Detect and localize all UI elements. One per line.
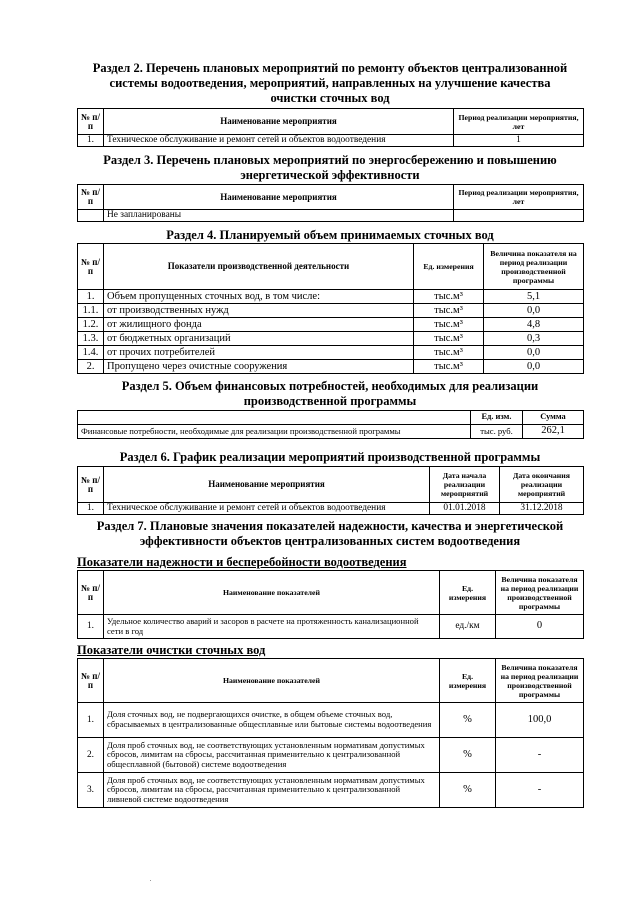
treatment-table [77, 658, 584, 808]
row-num [78, 210, 104, 222]
table-row [78, 360, 584, 374]
row-unit: тыс.м³ [414, 332, 484, 346]
row-indicator: Объем пропущенных сточных вод, в том числе: [104, 290, 414, 304]
table-row [78, 425, 584, 439]
col-period-header: Период реализации мероприятия, лет [454, 185, 584, 210]
col-num-header: № п/п [78, 571, 104, 615]
row-unit: % [440, 773, 496, 808]
col-indicator-header: Показатели производственной деятельности [104, 244, 414, 290]
section3-table [77, 184, 584, 222]
row-indicator: Пропущено через очистные сооружения [104, 360, 414, 374]
col-start-header: Дата начала реализации мероприятий [430, 467, 500, 503]
col-sum-header: Сумма [523, 411, 584, 425]
section6-table [77, 466, 584, 515]
row-indicator: от производственных нужд [104, 304, 414, 318]
row-unit: % [440, 703, 496, 738]
row-value: 0,0 [484, 360, 584, 374]
col-num-header: № п/п [78, 109, 104, 135]
table-row [78, 615, 584, 639]
row-num: 3. [78, 773, 104, 808]
section7-title-line1: Раздел 7. Плановые значения показателей надежности, качества и энергетической [96, 519, 564, 533]
section5-title [60, 379, 600, 409]
row-value: 0 [496, 615, 584, 639]
col-name-header: Наименование мероприятия [104, 467, 430, 503]
row-value: 0,3 [484, 332, 584, 346]
table-row [78, 503, 584, 515]
row-name: Доля проб сточных вод, не соответствующих установленным нормативам допустимых сбросов, лимитам на сбросы, рассчитанная применительно к централизованной ливневой системе водоотведения [104, 773, 440, 808]
row-num: 1.1. [78, 304, 104, 318]
row-period [454, 210, 584, 222]
col-end-header: Дата окончания реализации мероприятий [500, 467, 584, 503]
col-name-header: Наименование мероприятия [104, 109, 454, 135]
col-value-header: Величина показателя на период реализации производственной программы [496, 571, 584, 615]
table-row [78, 332, 584, 346]
header-spacer [78, 411, 471, 425]
col-name-header: Наименование показателей [104, 571, 440, 615]
section2-title [60, 61, 600, 106]
section2-title-line3: очистки сточных вод [270, 91, 390, 105]
section2-title-line1: Раздел 2. Перечень плановых мероприятий по ремонту объектов централизованной [92, 61, 568, 75]
table-row [78, 346, 584, 360]
section7-title-line2: эффективности объектов централизованных систем водоотведения [139, 534, 521, 548]
row-unit: ед./км [440, 615, 496, 639]
row-name: Техническое обслуживание и ремонт сетей и объектов водоотведения [104, 135, 454, 147]
treatment-subtitle: Показатели очистки сточных вод [77, 643, 266, 657]
section2-title-line2: системы водоотведения, мероприятий, направленных на улучшение качества [109, 76, 551, 90]
section2-table [77, 108, 584, 147]
row-indicator: от жилищного фонда [104, 318, 414, 332]
row-num: 1. [78, 503, 104, 515]
row-value: - [496, 738, 584, 773]
col-period-header: Период реализации мероприятия, лет [454, 109, 584, 135]
table-row [78, 703, 584, 738]
row-period: 1 [454, 135, 584, 147]
row-value: 0,0 [484, 346, 584, 360]
row-unit: тыс.м³ [414, 318, 484, 332]
table-row [78, 210, 584, 222]
row-unit: тыс.м³ [414, 346, 484, 360]
table-row [78, 304, 584, 318]
section3-title-line1: Раздел 3. Перечень плановых мероприятий по энергосбережению и повышению [103, 153, 557, 167]
table-row [78, 738, 584, 773]
col-num-header: № п/п [78, 244, 104, 290]
table-row [78, 290, 584, 304]
row-unit: тыс.м³ [414, 290, 484, 304]
row-num: 1. [78, 615, 104, 639]
col-num-header: № п/п [78, 659, 104, 703]
row-num: 1. [78, 703, 104, 738]
table-row [78, 135, 584, 147]
section6-title: Раздел 6. График реализации мероприятий производственной программы [119, 450, 541, 464]
row-end: 31.12.2018 [500, 503, 584, 515]
section5-title-line2: производственной программы [243, 394, 417, 408]
row-value: - [496, 773, 584, 808]
section4-title: Раздел 4. Планируемый объем принимаемых сточных вод [166, 228, 494, 242]
row-num: 1.4. [78, 346, 104, 360]
row-unit: тыс. руб. [471, 425, 523, 439]
row-unit: тыс.м³ [414, 304, 484, 318]
row-start: 01.01.2018 [430, 503, 500, 515]
col-name-header: Наименование показателей [104, 659, 440, 703]
col-unit-header: Ед. измерения [414, 244, 484, 290]
section3-title-line2: энергетической эффективности [240, 168, 420, 182]
section5-title-line1: Раздел 5. Объем финансовых потребностей, необходимых для реализации [121, 379, 539, 393]
row-unit: % [440, 738, 496, 773]
row-value: 100,0 [496, 703, 584, 738]
row-indicator: от бюджетных организаций [104, 332, 414, 346]
col-num-header: № п/п [78, 185, 104, 210]
row-name: Финансовые потребности, необходимые для реализации производственной программы [78, 425, 471, 439]
row-num: 1.2. [78, 318, 104, 332]
row-name: Удельное количество аварий и засоров в расчете на протяженность канализационной сети в год [104, 615, 440, 639]
col-name-header: Наименование мероприятия [104, 185, 454, 210]
table-row [78, 773, 584, 808]
row-name: Доля сточных вод, не подвергающихся очистке, в общем объеме сточных вод, сбрасываемых в централизованные общесплавные или бытовые системы водоотведения [104, 703, 440, 738]
col-num-header: № п/п [78, 467, 104, 503]
row-name: Не запланированы [104, 210, 454, 222]
row-num: 1. [78, 135, 104, 147]
row-num: 1. [78, 290, 104, 304]
row-name: Техническое обслуживание и ремонт сетей и объектов водоотведения [104, 503, 430, 515]
row-value: 4,8 [484, 318, 584, 332]
row-num: 1.3. [78, 332, 104, 346]
section4-table [77, 243, 584, 374]
section5-table [77, 410, 584, 439]
row-num: 2. [78, 738, 104, 773]
table-row [78, 318, 584, 332]
col-unit-header: Ед. измерения [440, 571, 496, 615]
row-indicator: от прочих потребителей [104, 346, 414, 360]
col-value-header: Величина показателя на период реализации производственной программы [484, 244, 584, 290]
row-num: 2. [78, 360, 104, 374]
row-sum: 262,1 [523, 425, 584, 439]
reliability-table [77, 570, 584, 639]
section7-title [60, 519, 600, 549]
col-value-header: Величина показателя на период реализации производственной программы [496, 659, 584, 703]
scan-speck [150, 880, 151, 881]
row-name: Доля проб сточных вод, не соответствующих установленным нормативам допустимых сбросов, лимитам на сбросы, рассчитанная применительно к централизованной общесплавной (бытовой) системе водоотведения [104, 738, 440, 773]
reliability-subtitle: Показатели надежности и бесперебойности водоотведения [77, 555, 407, 569]
row-value: 0,0 [484, 304, 584, 318]
col-unit-header: Ед. изм. [471, 411, 523, 425]
row-unit: тыс.м³ [414, 360, 484, 374]
col-unit-header: Ед. измерения [440, 659, 496, 703]
row-value: 5,1 [484, 290, 584, 304]
section3-title [60, 153, 600, 183]
